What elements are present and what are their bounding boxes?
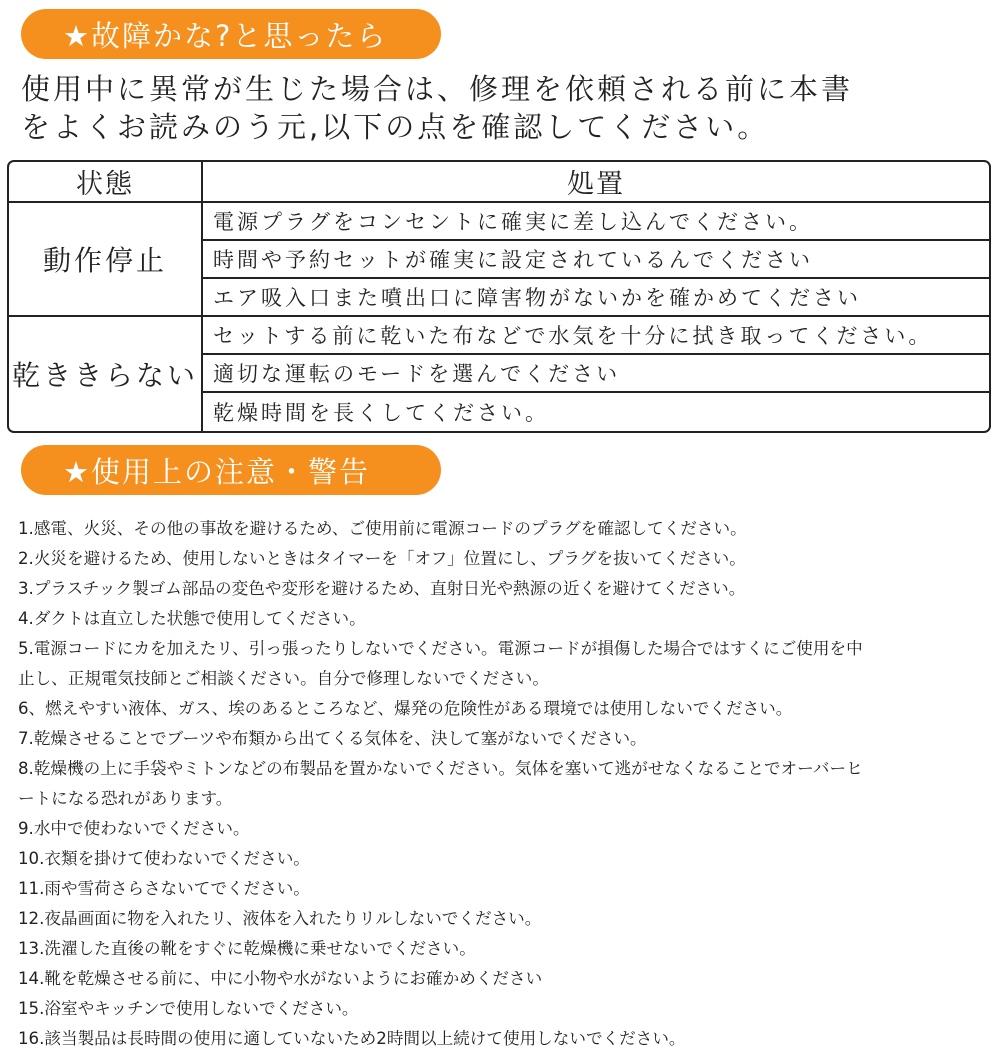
list-item: 12.夜晶画面に物を入れたリ、液体を入れたりリルしないでください。 xyxy=(18,909,542,928)
list-item: 3.プラスチック製ゴム部品の変色や変形を避けるため、直射日光や熱源の近くを避けてください。 xyxy=(18,579,746,598)
list-item: 11.雨や雪荷さらさないてでください。 xyxy=(18,879,310,898)
list-item: 5.電源コードにカを加えたリ、引っ張ったりしないでください。電源コードが損傷した場合ではすくにご使用を中 xyxy=(18,639,863,658)
troubleshooting-header: ★故障かな?と思ったら xyxy=(21,9,441,59)
list-item: 6、燃えやすい液体、ガス、埃のあるところなど、爆発の危険性がある環境では使用しないでください。 xyxy=(18,699,793,718)
table-row xyxy=(9,203,989,241)
list-item: 2.火災を避けるため、使用しないときはタイマーを「オフ」位置にし、プラグを抜いてください。 xyxy=(18,549,746,568)
list-item: 16.該当製品は長時間の使用に適していないため2時間以上続けて使用しないでください。 xyxy=(18,1029,686,1048)
action-cell: 時間や予約セットが確実に設定されているんでください xyxy=(203,241,989,279)
list-item: 14.靴を乾燥させる前に、中に小物や水がないようにお確かめください xyxy=(18,969,543,988)
table-row xyxy=(9,317,989,355)
troubleshooting-table xyxy=(7,160,991,433)
list-item: 10.衣類を掛けて使わないでください。 xyxy=(18,849,310,868)
list-item: 4.ダクトは直立した状態で使用してください。 xyxy=(18,609,366,628)
action-cell: 乾燥時間を長くしてください。 xyxy=(213,401,549,425)
state-cell: 動作停止 xyxy=(9,203,203,317)
action-cell: エア吸入口また噴出口に障害物がないかを確かめてください xyxy=(203,279,989,317)
list-item: ートになる恐れがあります。 xyxy=(18,789,233,808)
action-cell: 適切な運転のモードを選んでください xyxy=(203,355,989,393)
intro-line: 使用中に異常が生じた場合は、修理を依頼される前に本書 xyxy=(21,72,854,106)
table-header-row xyxy=(9,162,989,203)
list-item: 13.洗濯した直後の靴をすぐに乾燥機に乗せないでください。 xyxy=(18,939,476,958)
list-item: 8.乾燥機の上に手袋やミトンなどの布製品を置かないでください。気体を塞いて逃がせなくなることでオーバーヒ xyxy=(18,759,863,778)
list-item: 9.水中で使わないでください。 xyxy=(18,819,250,838)
intro-line: をよくお読みのう元,以下の点を確認してください。 xyxy=(21,110,770,144)
action-column-header: 処置 xyxy=(203,162,989,203)
action-cell: セットする前に乾いた布などで水気を十分に拭き取ってください。 xyxy=(203,317,989,355)
action-cell: 電源プラグをコンセントに確実に差し込んでください。 xyxy=(203,203,989,241)
intro-text xyxy=(21,70,981,146)
warnings-list xyxy=(18,514,993,1054)
warnings-header: ★使用上の注意・警告 xyxy=(21,445,441,495)
list-item: 止し、正規電気技師とご相談ください。自分で修理しないでください。 xyxy=(18,669,549,688)
state-cell: 乾ききらない xyxy=(9,317,203,431)
list-item: 15.浴室やキッチンで使用しないでください。 xyxy=(18,999,359,1018)
state-column-header: 状態 xyxy=(9,162,203,203)
list-item: 1.感電、火災、その他の事故を避けるため、ご使用前に電源コードのプラグを確認してください。 xyxy=(18,519,747,538)
list-item: 7.乾燥させることでブーツや布類から出てくる気体を、決して塞がないでください。 xyxy=(18,729,647,748)
